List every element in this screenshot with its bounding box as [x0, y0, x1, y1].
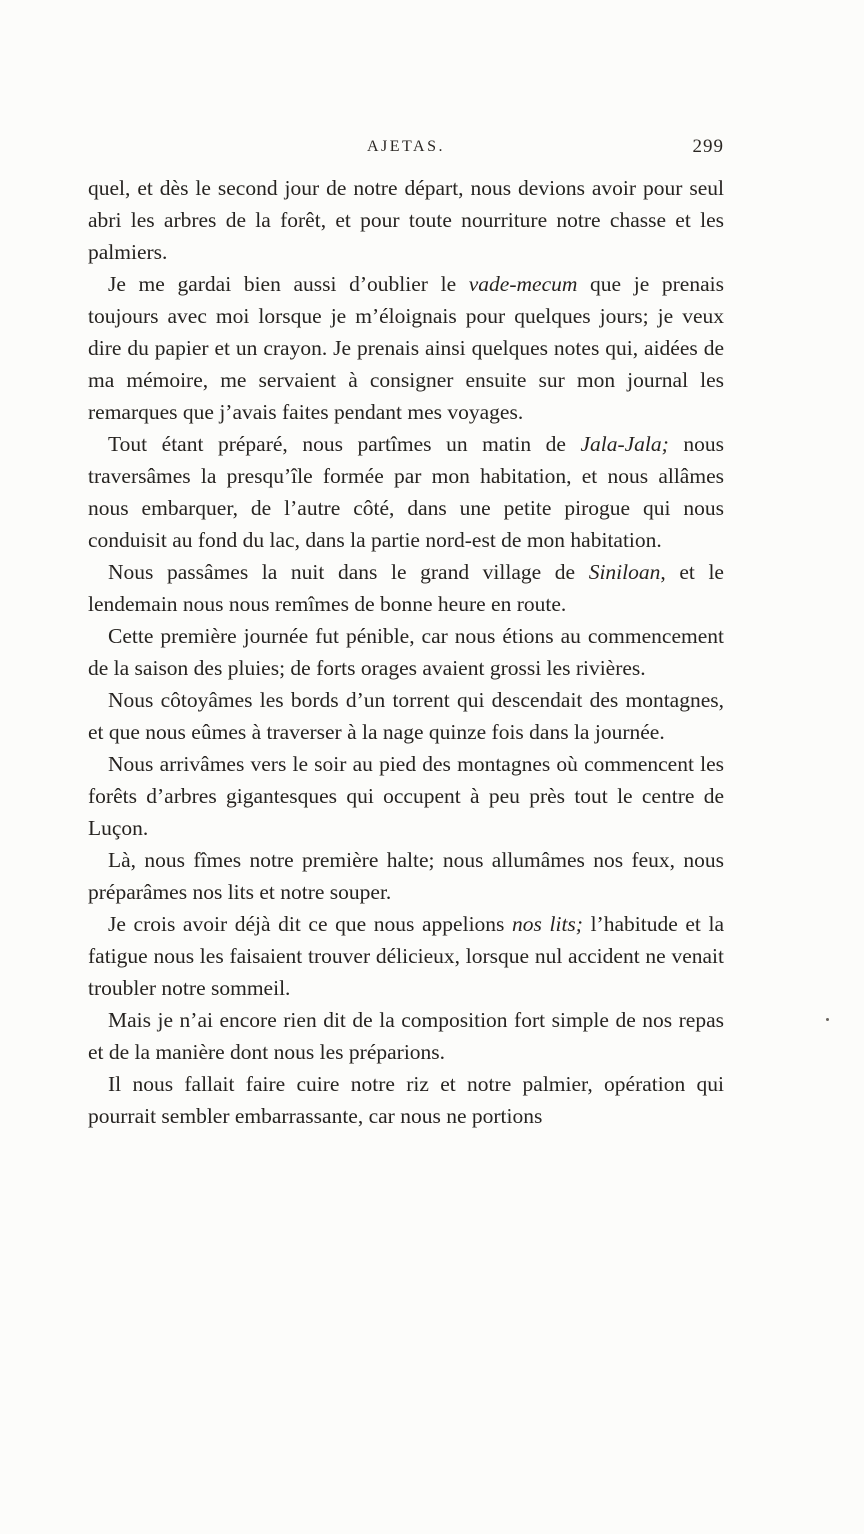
text-run: quel, et dès le second jour de notre départ, nous devions avoir pour seul abri les arbres de la forêt, et pour toute nourriture notre chasse et les palmiers. [88, 176, 724, 264]
text-block [88, 138, 724, 1132]
paragraph [88, 748, 724, 844]
page-number: 299 [692, 136, 724, 157]
page-header [88, 138, 724, 164]
paragraph [88, 684, 724, 748]
text-run: Nous côtoyâmes les bords d’un torrent qui descendait des montagnes, et que nous eûmes à traverser à la nage quinze fois dans la journée. [88, 688, 724, 744]
italic-run: vade-mecum [468, 272, 578, 296]
text-run: l’habitude et la fatigue nous les faisaient trouver délicieux, lorsque nul accident ne venait troubler notre sommeil. [88, 912, 724, 1000]
text-run: Je crois avoir déjà dit ce que nous appelions [108, 912, 513, 936]
text-run: Nous passâmes la nuit dans le grand village de [108, 560, 589, 584]
running-header: AJETAS. [367, 138, 445, 155]
text-run: Cette première journée fut pénible, car nous étions au commencement de la saison des pluies; de forts orages avaient grossi les rivières. [88, 624, 724, 680]
text-run: Là, nous fîmes notre première halte; nous allumâmes nos feux, nous préparâmes nos lits et notre souper. [88, 848, 724, 904]
paragraph [88, 620, 724, 684]
text-run: nous traversâmes la presqu’île formée par mon habitation, et nous allâmes nous embarquer, de l’autre côté, dans une petite pirogue qui nous conduisit au fond du lac, dans la partie nord-est de mon habitation. [88, 432, 724, 552]
text-run: Mais je n’ai encore rien dit de la composition fort simple de nos repas et de la manière dont nous les préparions. [88, 1008, 724, 1064]
text-run: , et le lendemain nous nous remîmes de bonne heure en route. [88, 560, 724, 616]
paragraph [88, 428, 724, 556]
italic-run: nos lits; [512, 912, 583, 936]
paragraph [88, 268, 724, 428]
body-text [88, 172, 724, 1132]
text-run: Nous arrivâmes vers le soir au pied des montagnes où commencent les forêts d’arbres gigantesques qui occupent à peu près tout le centre de Luçon. [88, 752, 724, 840]
paragraph [88, 1004, 724, 1068]
italic-run: Siniloan [588, 560, 661, 584]
text-run: que je prenais toujours avec moi lorsque je m’éloignais pour quelques jours; je veux dire du papier et un crayon. Je prenais ainsi quelques notes qui, aidées de ma mémoire, me servaient à consigner ensuite sur mon journal les remarques que j’avais faites pendant mes voyages. [88, 272, 724, 424]
italic-run: Jala-Jala; [580, 432, 669, 456]
paragraph [88, 908, 724, 1004]
paragraph [88, 172, 724, 268]
scan-speck [826, 1018, 829, 1021]
paragraph [88, 556, 724, 620]
text-run: Je me gardai bien aussi d’oublier le [108, 272, 469, 296]
paragraph [88, 1068, 724, 1132]
text-run: Il nous fallait faire cuire notre riz et notre palmier, opération qui pourrait sembler embarrassante, car nous ne portions [88, 1072, 724, 1128]
text-run: Tout étant préparé, nous partîmes un matin de [108, 432, 581, 456]
paragraph [88, 844, 724, 908]
